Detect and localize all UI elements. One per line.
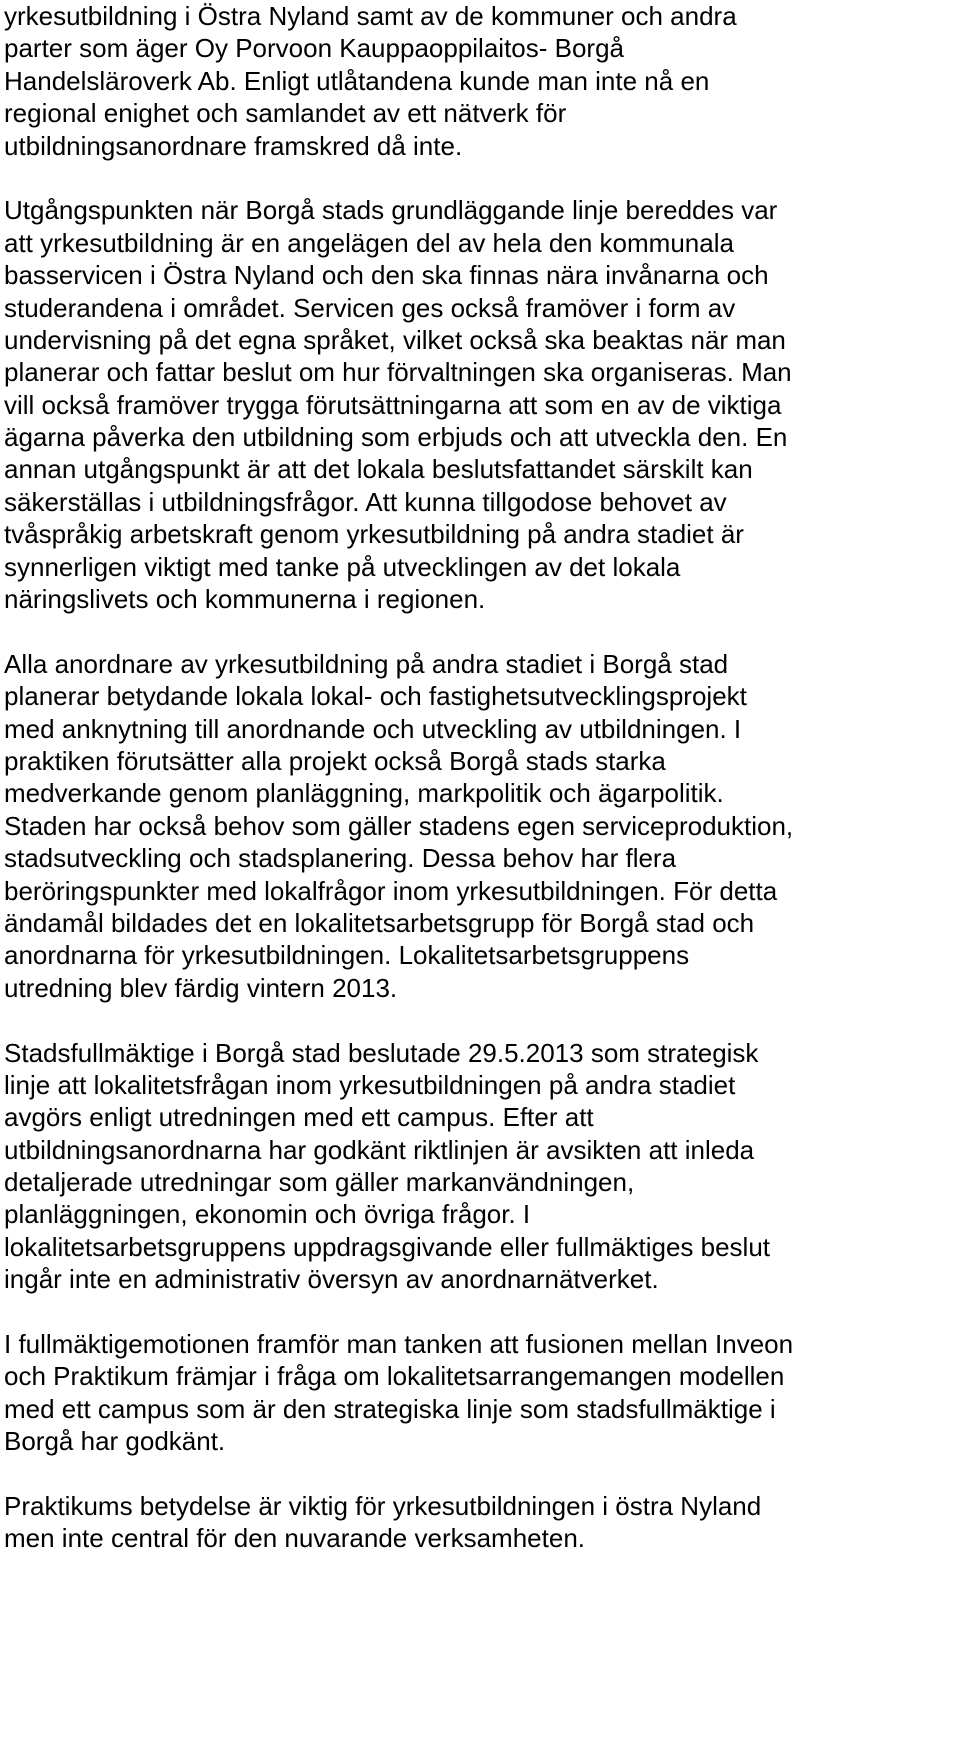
text-line: med ett campus som är den strategiska linje som stadsfullmäktige i [4, 1393, 776, 1424]
text-line: planläggningen, ekonomin och övriga frågor. I [4, 1199, 531, 1230]
text-line: utbildningsanordnare framskred då inte. [4, 130, 463, 161]
text-line: vill också framöver trygga förutsättningarna att som en av de viktiga [4, 389, 782, 420]
text-line: utredning blev färdig vintern 2013. [4, 972, 398, 1003]
paragraph-6 [4, 1490, 959, 1555]
text-line: detaljerade utredningar som gäller markanvändningen, [4, 1167, 635, 1198]
text-line: praktiken förutsätter alla projekt också Borgå stads starka [4, 745, 666, 776]
text-line: Praktikums betydelse är viktig för yrkesutbildningen i östra Nyland [4, 1490, 762, 1521]
text-line: Utgångspunkten när Borgå stads grundläggande linje bereddes var [4, 195, 778, 226]
text-line: studerandena i området. Servicen ges också framöver i form av [4, 292, 736, 323]
text-line: medverkande genom planläggning, markpolitik och ägarpolitik. [4, 778, 724, 809]
text-line: ägarna påverka den utbildning som erbjuds och att utveckla den. En [4, 422, 788, 453]
text-line: tvåspråkig arbetskraft genom yrkesutbildning på andra stadiet är [4, 519, 744, 550]
paragraph-3 [4, 648, 959, 1004]
paragraph-1 [4, 0, 959, 162]
paragraph-gap [4, 1296, 959, 1328]
text-line: Alla anordnare av yrkesutbildning på andra stadiet i Borgå stad [4, 648, 729, 679]
paragraph-gap [4, 162, 959, 194]
text-line: säkerställas i utbildningsfrågor. Att kunna tillgodose behovet av [4, 486, 727, 517]
text-line: anordnarna för yrkesutbildningen. Lokalitetsarbetsgruppens [4, 940, 690, 971]
text-line: ändamål bildades det en lokalitetsarbetsgrupp för Borgå stad och [4, 907, 755, 938]
text-line: parter som äger Oy Porvoon Kauppaoppilaitos- Borgå [4, 33, 625, 64]
text-line: regional enighet och samlandet av ett nätverk för [4, 98, 567, 129]
text-line: beröringspunkter med lokalfrågor inom yrkesutbildningen. För detta [4, 875, 778, 906]
text-line: stadsutveckling och stadsplanering. Dessa behov har flera [4, 843, 677, 874]
paragraph-gap [4, 615, 959, 647]
text-line: med anknytning till anordnande och utveckling av utbildningen. I [4, 713, 742, 744]
text-line: utbildningsanordnarna har godkänt riktlinjen är avsikten att inleda [4, 1134, 755, 1165]
text-line: men inte central för den nuvarande verksamheten. [4, 1523, 586, 1554]
paragraph-2 [4, 194, 959, 615]
text-line: att yrkesutbildning är en angelägen del av hela den kommunala [4, 227, 734, 258]
document-page [4, 0, 959, 1555]
paragraph-gap [4, 1458, 959, 1490]
text-line: Handelsläroverk Ab. Enligt utlåtandena kunde man inte nå en [4, 65, 710, 96]
paragraph-5 [4, 1328, 959, 1458]
paragraph-4 [4, 1037, 959, 1296]
text-line: Staden har också behov som gäller stadens egen serviceproduktion, [4, 810, 794, 841]
text-line: linje att lokalitetsfrågan inom yrkesutbildningen på andra stadiet [4, 1069, 736, 1100]
text-line: och Praktikum främjar i fråga om lokalitetsarrangemangen modellen [4, 1361, 785, 1392]
text-line: undervisning på det egna språket, vilket också ska beaktas när man [4, 324, 786, 355]
text-line: näringslivets och kommunerna i regionen. [4, 584, 486, 615]
text-line: yrkesutbildning i Östra Nyland samt av de kommuner och andra [4, 1, 737, 31]
text-line: Borgå har godkänt. [4, 1426, 226, 1457]
text-line: avgörs enligt utredningen med ett campus. Efter att [4, 1102, 594, 1133]
text-line: ingår inte en administrativ översyn av anordnarnätverket. [4, 1264, 659, 1295]
text-line: basservicen i Östra Nyland och den ska finnas nära invånarna och [4, 260, 769, 291]
text-line: Stadsfullmäktige i Borgå stad beslutade 29.5.2013 som strategisk [4, 1037, 759, 1068]
text-line: planerar betydande lokala lokal- och fastighetsutvecklingsprojekt [4, 681, 747, 712]
text-line: synnerligen viktigt med tanke på utvecklingen av det lokala [4, 551, 681, 582]
text-line: planerar och fattar beslut om hur förvaltningen ska organiseras. Man [4, 357, 792, 388]
text-line: annan utgångspunkt är att det lokala beslutsfattandet särskilt kan [4, 454, 753, 485]
text-line: I fullmäktigemotionen framför man tanken att fusionen mellan Inveon [4, 1329, 794, 1360]
paragraph-gap [4, 1004, 959, 1036]
text-line: lokalitetsarbetsgruppens uppdragsgivande eller fullmäktiges beslut [4, 1231, 771, 1262]
